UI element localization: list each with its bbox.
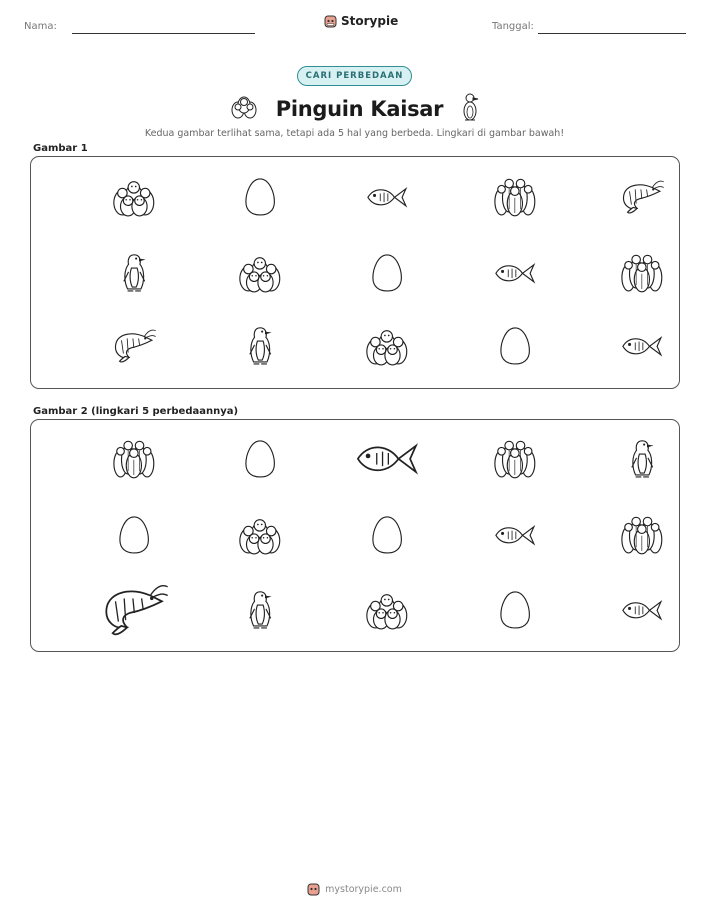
penguin-icon[interactable] bbox=[223, 583, 297, 637]
fish-icon[interactable] bbox=[350, 432, 424, 486]
penguin-icon bbox=[223, 319, 297, 373]
penguin-icon bbox=[461, 92, 479, 126]
fish-icon[interactable] bbox=[605, 583, 679, 637]
penguin-group-icon[interactable] bbox=[350, 583, 424, 637]
storypie-mascot-icon bbox=[324, 14, 337, 28]
panel-2-label: Gambar 2 (lingkari 5 perbedaannya) bbox=[33, 406, 239, 417]
egg-icon[interactable] bbox=[478, 583, 552, 637]
penguin-group-icon bbox=[97, 170, 171, 224]
name-field[interactable] bbox=[72, 33, 255, 34]
egg-icon bbox=[350, 246, 424, 300]
date-label: Tanggal: bbox=[492, 21, 534, 32]
shrimp-icon bbox=[97, 319, 171, 373]
egg-icon bbox=[478, 319, 552, 373]
penguin-crowd-icon[interactable] bbox=[97, 432, 171, 486]
penguin-icon bbox=[97, 246, 171, 300]
fish-icon bbox=[350, 170, 424, 224]
brand-logo bbox=[324, 14, 398, 28]
fish-icon[interactable] bbox=[478, 508, 552, 562]
penguin-icon[interactable] bbox=[605, 432, 679, 486]
shrimp-icon[interactable] bbox=[97, 583, 171, 637]
penguin-crowd-icon[interactable] bbox=[478, 432, 552, 486]
penguin-crowd-icon[interactable] bbox=[605, 508, 679, 562]
instructions: Kedua gambar terlihat sama, tetapi ada 5 hal yang berbeda. Lingkari di gambar bawah! bbox=[144, 128, 565, 139]
fish-icon bbox=[478, 246, 552, 300]
egg-icon[interactable] bbox=[97, 508, 171, 562]
activity-badge: CARI PERBEDAAN bbox=[297, 66, 412, 86]
penguin-group-icon bbox=[230, 94, 258, 124]
penguin-group-icon bbox=[350, 319, 424, 373]
picture-1-panel bbox=[30, 156, 680, 389]
penguin-crowd-icon bbox=[605, 246, 679, 300]
penguin-group-icon bbox=[223, 246, 297, 300]
fish-icon bbox=[605, 319, 679, 373]
shrimp-icon bbox=[605, 170, 679, 224]
date-field[interactable] bbox=[538, 33, 686, 34]
penguin-group-icon[interactable] bbox=[223, 508, 297, 562]
brand-name: Storypie bbox=[341, 14, 399, 28]
panel-1-label: Gambar 1 bbox=[33, 143, 88, 154]
storypie-mascot-icon bbox=[307, 882, 320, 896]
penguin-crowd-icon bbox=[478, 170, 552, 224]
egg-icon[interactable] bbox=[350, 508, 424, 562]
picture-2-panel[interactable] bbox=[30, 419, 680, 652]
title-row bbox=[0, 92, 709, 126]
footer bbox=[0, 882, 709, 896]
name-label: Nama: bbox=[24, 21, 57, 32]
footer-url[interactable]: mystorypie.com bbox=[325, 883, 402, 895]
egg-icon[interactable] bbox=[223, 432, 297, 486]
page-title: Pinguin Kaisar bbox=[275, 97, 444, 121]
egg-icon bbox=[223, 170, 297, 224]
